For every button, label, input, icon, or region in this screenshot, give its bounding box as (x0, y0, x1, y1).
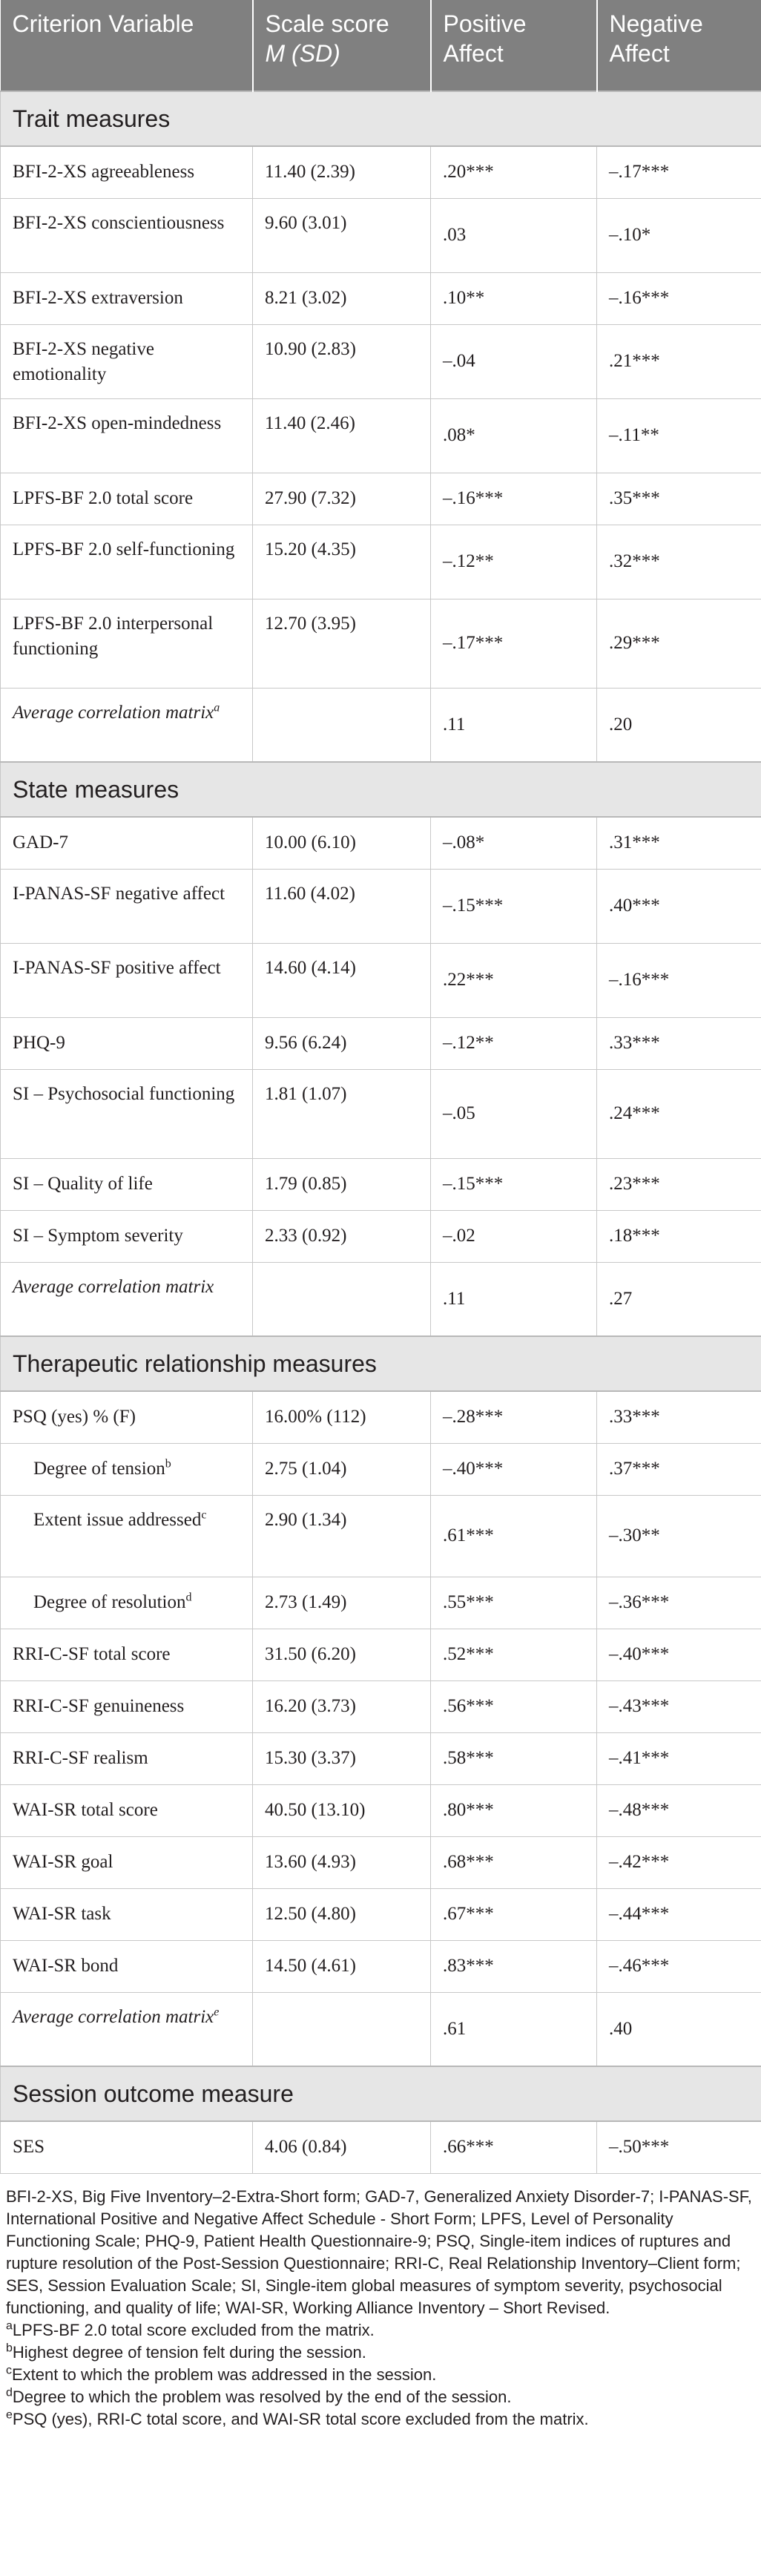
scale-score: 27.90 (7.32) (253, 473, 431, 525)
negative-affect-value: –.48*** (597, 1784, 761, 1836)
scale-score: 14.60 (4.14) (253, 943, 431, 1017)
positive-affect-value: .61*** (431, 1495, 597, 1577)
positive-affect-value: –.15*** (431, 1158, 597, 1210)
scale-score: 2.33 (0.92) (253, 1210, 431, 1262)
scale-score: 12.50 (4.80) (253, 1888, 431, 1940)
scale-score: 12.70 (3.95) (253, 599, 431, 688)
header-scale-score-msd: M (SD) (265, 40, 340, 67)
criterion-label (1, 688, 253, 762)
table-row (1, 1391, 761, 1443)
scale-score: 4.06 (0.84) (253, 2121, 431, 2173)
scale-score: 2.90 (1.34) (253, 1495, 431, 1577)
table-row (1, 1210, 761, 1262)
criterion-label (1, 1992, 253, 2066)
positive-affect-value: –.17*** (431, 599, 597, 688)
negative-affect-value: –.16*** (597, 943, 761, 1017)
footnote-marker: b (165, 1457, 171, 1471)
table-row (1, 1732, 761, 1784)
section-title-therapeutic: Therapeutic relationship measures (1, 1336, 761, 1391)
negative-affect-value: –.40*** (597, 1629, 761, 1680)
positive-affect-value: –.12** (431, 1017, 597, 1069)
scale-score: 40.50 (13.10) (253, 1784, 431, 1836)
section-row (1, 762, 761, 817)
table-row (1, 473, 761, 525)
positive-affect-value: –.16*** (431, 473, 597, 525)
criterion-label (1, 1577, 253, 1629)
header-scale-score-label: Scale score (265, 10, 389, 37)
criterion-label: RRI-C-SF total score (1, 1629, 253, 1680)
table-row (1, 1888, 761, 1940)
table-row (1, 1069, 761, 1158)
criterion-label: SES (1, 2121, 253, 2173)
criterion-label: LPFS-BF 2.0 self-functioning (1, 525, 253, 599)
scale-score: 16.00% (112) (253, 1391, 431, 1443)
positive-affect-value: .52*** (431, 1629, 597, 1680)
positive-affect-value: .08* (431, 398, 597, 473)
scale-score (253, 1262, 431, 1336)
scale-score: 9.56 (6.24) (253, 1017, 431, 1069)
table-row (1, 943, 761, 1017)
footnote-e (6, 2408, 755, 2431)
abbreviations-note: BFI-2-XS, Big Five Inventory–2-Extra-Short form; GAD-7, Generalized Anxiety Disorder-7; I-PANAS-SF, International Positive and Negative Affect Schedule - Short Form; LPFS, Level of Personality Functioning Scale; PHQ-9, Patient Health Questionnaire-9; PSQ, Single-item indices of ruptures and rupture resolution of the Post-Session Questionnaire; RRI-C, Real Relationship Inventory–Client form; SES, Session Evaluation Scale; SI, Single-item global measures of symptom severity, psychosocial functioning, and quality of life; WAI-SR, Working Alliance Inventory – Short Revised. (6, 2186, 752, 2317)
criterion-label: BFI-2-XS agreeableness (1, 146, 253, 198)
criterion-label: BFI-2-XS negative emotionality (1, 324, 253, 398)
header-scale-score (253, 0, 431, 91)
footnote-text: Degree to which the problem was resolved by the end of the session. (12, 2387, 512, 2406)
footnote-a (6, 2319, 755, 2342)
footnote-marker: a (214, 701, 220, 714)
positive-affect-value: .58*** (431, 1732, 597, 1784)
negative-affect-value: –.44*** (597, 1888, 761, 1940)
section-title-session: Session outcome measure (1, 2066, 761, 2121)
table-row (1, 1577, 761, 1629)
negative-affect-value: .32*** (597, 525, 761, 599)
table-row (1, 817, 761, 869)
footnote-marker: e (214, 2005, 220, 2019)
average-label: Average correlation matrix (13, 2006, 214, 2027)
section-title-state: State measures (1, 762, 761, 817)
criterion-label (1, 1443, 253, 1495)
footnote-marker: d (185, 1591, 192, 1604)
criterion-label: SI – Psychosocial functioning (1, 1069, 253, 1158)
positive-affect-value: .11 (431, 1262, 597, 1336)
positive-affect-value: –.05 (431, 1069, 597, 1158)
negative-affect-value: –.16*** (597, 272, 761, 324)
table-row (1, 869, 761, 943)
table-row (1, 1836, 761, 1888)
header-negative-affect: Negative Affect (597, 0, 761, 91)
table-row (1, 1017, 761, 1069)
criterion-label: RRI-C-SF realism (1, 1732, 253, 1784)
table-row (1, 198, 761, 272)
negative-affect-value: –.50*** (597, 2121, 761, 2173)
criterion-label: WAI-SR bond (1, 1940, 253, 1992)
positive-affect-value: .11 (431, 688, 597, 762)
criterion-label: RRI-C-SF genuineness (1, 1680, 253, 1732)
negative-affect-value: –.17*** (597, 146, 761, 198)
scale-score (253, 1992, 431, 2066)
negative-affect-value: –.41*** (597, 1732, 761, 1784)
header-positive-affect: Positive Affect (431, 0, 597, 91)
table-row-average (1, 1262, 761, 1336)
positive-affect-value: .80*** (431, 1784, 597, 1836)
scale-score: 15.20 (4.35) (253, 525, 431, 599)
criterion-text: Degree of resolution (33, 1592, 186, 1612)
negative-affect-value: .33*** (597, 1391, 761, 1443)
table-row (1, 1158, 761, 1210)
criterion-label: BFI-2-XS extraversion (1, 272, 253, 324)
table-row (1, 599, 761, 688)
table-row (1, 146, 761, 198)
footnote-c (6, 2364, 755, 2386)
positive-affect-value: –.28*** (431, 1391, 597, 1443)
scale-score: 31.50 (6.20) (253, 1629, 431, 1680)
positive-affect-value: –.12** (431, 525, 597, 599)
criterion-label: LPFS-BF 2.0 total score (1, 473, 253, 525)
negative-affect-value: .33*** (597, 1017, 761, 1069)
criterion-label: SI – Quality of life (1, 1158, 253, 1210)
scale-score: 13.60 (4.93) (253, 1836, 431, 1888)
negative-affect-value: .20 (597, 688, 761, 762)
footnote-text: PSQ (yes), RRI-C total score, and WAI-SR total score excluded from the matrix. (12, 2409, 589, 2428)
negative-affect-value: .37*** (597, 1443, 761, 1495)
scale-score: 8.21 (3.02) (253, 272, 431, 324)
negative-affect-value: .27 (597, 1262, 761, 1336)
positive-affect-value: –.40*** (431, 1443, 597, 1495)
criterion-label: BFI-2-XS conscientiousness (1, 198, 253, 272)
table-row (1, 1940, 761, 1992)
footnote-b (6, 2342, 755, 2364)
footnote-marker: b (6, 2342, 13, 2355)
negative-affect-value: –.36*** (597, 1577, 761, 1629)
table-row-average (1, 1992, 761, 2066)
footnote-text: Extent to which the problem was addressed in the session. (12, 2365, 437, 2384)
section-row (1, 1336, 761, 1391)
footnote-marker: a (6, 2319, 13, 2333)
negative-affect-value: .24*** (597, 1069, 761, 1158)
footnote-text: Highest degree of tension felt during the session. (12, 2342, 366, 2362)
table-notes (0, 2174, 761, 2431)
negative-affect-value: –.30** (597, 1495, 761, 1577)
table-row (1, 272, 761, 324)
criterion-text: Degree of tension (33, 1459, 165, 1479)
scale-score: 2.75 (1.04) (253, 1443, 431, 1495)
positive-affect-value: .22*** (431, 943, 597, 1017)
table-row-average (1, 688, 761, 762)
scale-score: 10.90 (2.83) (253, 324, 431, 398)
negative-affect-value: .21*** (597, 324, 761, 398)
criterion-label: Average correlation matrix (1, 1262, 253, 1336)
scale-score: 1.81 (1.07) (253, 1069, 431, 1158)
criterion-label: LPFS-BF 2.0 interpersonal functioning (1, 599, 253, 688)
positive-affect-value: .68*** (431, 1836, 597, 1888)
negative-affect-value: –.42*** (597, 1836, 761, 1888)
footnote-marker: e (6, 2408, 13, 2422)
criterion-label: PHQ-9 (1, 1017, 253, 1069)
scale-score: 11.40 (2.39) (253, 146, 431, 198)
section-row (1, 2066, 761, 2121)
scale-score: 10.00 (6.10) (253, 817, 431, 869)
negative-affect-value: –.46*** (597, 1940, 761, 1992)
table-header-row (1, 0, 761, 91)
section-title-trait: Trait measures (1, 91, 761, 146)
positive-affect-value: .66*** (431, 2121, 597, 2173)
positive-affect-value: .56*** (431, 1680, 597, 1732)
negative-affect-value: .31*** (597, 817, 761, 869)
criterion-label: WAI-SR total score (1, 1784, 253, 1836)
table-row (1, 2121, 761, 2173)
positive-affect-value: .10** (431, 272, 597, 324)
header-criterion-variable: Criterion Variable (1, 0, 253, 91)
criterion-label: SI – Symptom severity (1, 1210, 253, 1262)
negative-affect-value: .40 (597, 1992, 761, 2066)
positive-affect-value: –.15*** (431, 869, 597, 943)
positive-affect-value: –.04 (431, 324, 597, 398)
positive-affect-value: .55*** (431, 1577, 597, 1629)
footnote-text: LPFS-BF 2.0 total score excluded from the matrix. (12, 2320, 375, 2339)
negative-affect-value: .18*** (597, 1210, 761, 1262)
negative-affect-value: –.11** (597, 398, 761, 473)
section-row (1, 91, 761, 146)
table-row (1, 398, 761, 473)
table-row (1, 1680, 761, 1732)
criterion-label: WAI-SR goal (1, 1836, 253, 1888)
criterion-label (1, 1495, 253, 1577)
positive-affect-value: .20*** (431, 146, 597, 198)
footnote-marker: c (201, 1508, 207, 1522)
negative-affect-value: .29*** (597, 599, 761, 688)
positive-affect-value: .67*** (431, 1888, 597, 1940)
criterion-label: PSQ (yes) % (F) (1, 1391, 253, 1443)
average-label: Average correlation matrix (13, 702, 214, 723)
positive-affect-value: .83*** (431, 1940, 597, 1992)
scale-score: 16.20 (3.73) (253, 1680, 431, 1732)
scale-score: 11.40 (2.46) (253, 398, 431, 473)
table-row (1, 1784, 761, 1836)
scale-score (253, 688, 431, 762)
positive-affect-value: –.02 (431, 1210, 597, 1262)
footnote-d (6, 2386, 755, 2408)
criterion-label: GAD-7 (1, 817, 253, 869)
table-row (1, 1443, 761, 1495)
table-row (1, 1495, 761, 1577)
scale-score: 9.60 (3.01) (253, 198, 431, 272)
footnote-marker: d (6, 2386, 13, 2399)
scale-score: 2.73 (1.49) (253, 1577, 431, 1629)
scale-score: 15.30 (3.37) (253, 1732, 431, 1784)
footnote-marker: c (6, 2364, 12, 2377)
negative-affect-value: –.10* (597, 198, 761, 272)
negative-affect-value: .35*** (597, 473, 761, 525)
table-row (1, 1629, 761, 1680)
criterion-label: I-PANAS-SF negative affect (1, 869, 253, 943)
scale-score: 11.60 (4.02) (253, 869, 431, 943)
negative-affect-value: –.43*** (597, 1680, 761, 1732)
criterion-label: I-PANAS-SF positive affect (1, 943, 253, 1017)
scale-score: 14.50 (4.61) (253, 1940, 431, 1992)
positive-affect-value: .03 (431, 198, 597, 272)
table-row (1, 525, 761, 599)
scale-score: 1.79 (0.85) (253, 1158, 431, 1210)
table-row (1, 324, 761, 398)
criterion-text: Extent issue addressed (33, 1509, 202, 1530)
criterion-label: BFI-2-XS open-mindedness (1, 398, 253, 473)
negative-affect-value: .23*** (597, 1158, 761, 1210)
criterion-label: WAI-SR task (1, 1888, 253, 1940)
positive-affect-value: –.08* (431, 817, 597, 869)
negative-affect-value: .40*** (597, 869, 761, 943)
positive-affect-value: .61 (431, 1992, 597, 2066)
